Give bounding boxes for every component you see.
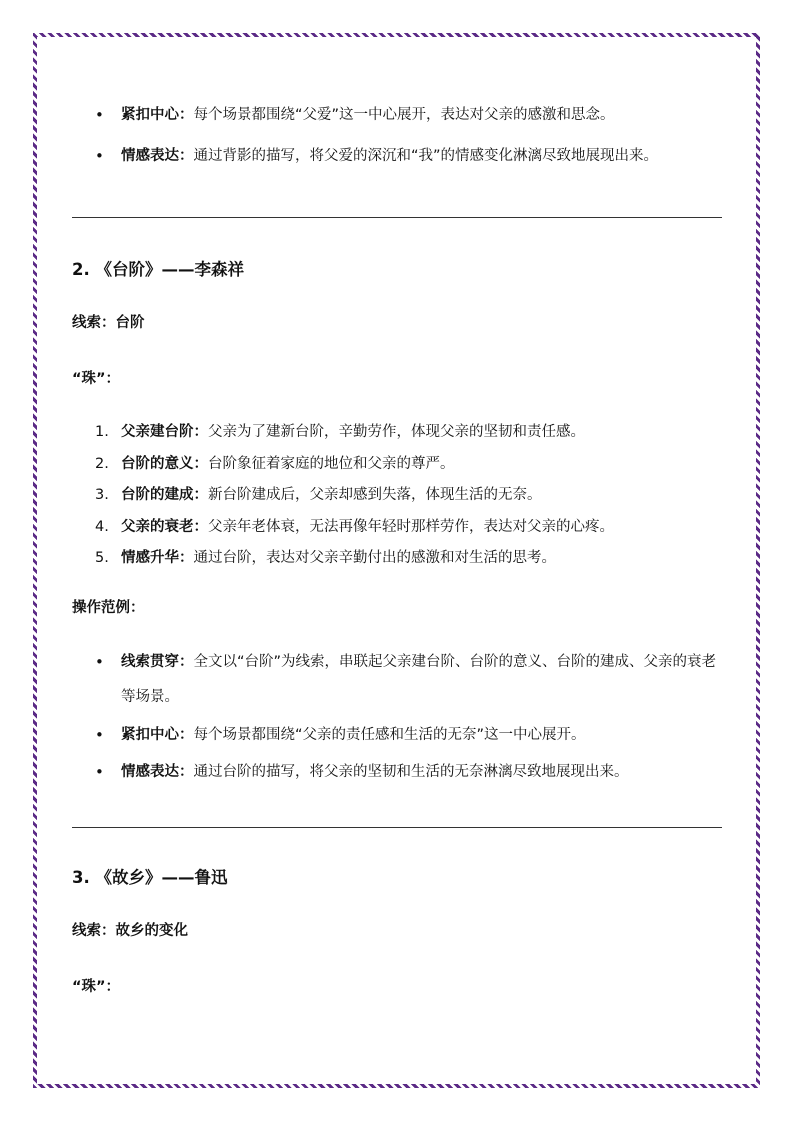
bullet-text: 通过背影的描写，将父爱的深沉和“我”的情感变化淋漓尽致地展现出来。 <box>193 148 659 164</box>
section-heading: 3. 《故乡》——鲁迅 <box>72 868 228 887</box>
clue-line <box>72 312 145 334</box>
clue-line <box>72 920 188 942</box>
item-text: 父亲年老体衰，无法再像年轻时那样劳作，表达对父亲的心疼。 <box>208 518 614 535</box>
list-item <box>72 480 722 512</box>
bullet-label: 情感表达 <box>121 148 179 164</box>
item-text: 新台阶建成后，父亲却感到失落，体现生活的无奈。 <box>208 487 542 503</box>
example-list <box>72 645 722 790</box>
pearl-label <box>72 976 120 998</box>
bullet-label: 紧扣中心 <box>121 107 179 123</box>
example-label-text: 操作范例： <box>72 600 145 616</box>
bullet-label: 线索贯穿 <box>121 654 179 670</box>
divider <box>72 217 722 218</box>
item-label: 台阶的建成 <box>121 487 194 503</box>
item-number: 5. <box>95 550 109 566</box>
bullet-text: 全文以“台阶”为线索，串联起父亲建台阶、台阶的意义、台阶的建成、父亲的衰老等场景。 <box>121 654 717 705</box>
item-sep: ： <box>193 424 208 440</box>
item-label: 情感升华 <box>121 550 179 566</box>
clue-value: 台阶 <box>115 315 145 331</box>
pearl-label <box>72 368 120 390</box>
clue-label: 线索： <box>72 315 116 331</box>
pearl-list <box>72 417 722 575</box>
pearl-label-text: “珠”： <box>72 371 121 387</box>
bullet-sep: ： <box>179 107 194 123</box>
item-label: 父亲的衰老 <box>121 518 194 535</box>
bullet-sep: ： <box>179 764 194 780</box>
item-number: 3. <box>95 487 109 503</box>
clue-value: 故乡的变化 <box>115 923 188 939</box>
list-item <box>72 755 722 790</box>
item-sep: ： <box>179 550 194 566</box>
item-text: 父亲为了建新台阶，辛勤劳作，体现父亲的坚韧和责任感。 <box>208 424 585 440</box>
list-item <box>72 543 722 575</box>
clue-label: 线索： <box>72 923 116 939</box>
item-number: 4. <box>95 518 109 535</box>
section-heading: 2. 《台阶》——李森祥 <box>72 260 244 279</box>
bullet-sep: ： <box>179 654 194 670</box>
list-item <box>72 417 722 449</box>
bullet-text: 通过台阶的描写，将父亲的坚韧和生活的无奈淋漓尽致地展现出来。 <box>193 764 629 780</box>
list-item <box>72 98 722 133</box>
list-item <box>72 449 722 481</box>
example-label <box>72 597 145 619</box>
bullet-sep: ： <box>179 148 194 164</box>
item-label: 父亲建台阶 <box>121 424 194 440</box>
item-text: 通过台阶，表达对父亲辛勤付出的感激和对生活的思考。 <box>193 550 556 566</box>
bullet-label: 紧扣中心 <box>121 727 179 743</box>
bullet-text: 每个场景都围绕“父爱”这一中心展开，表达对父亲的感激和思念。 <box>193 107 615 123</box>
pearl-label-text: “珠”： <box>72 979 121 995</box>
bullet-label: 情感表达 <box>121 764 179 780</box>
bullet-text: 每个场景都围绕“父亲的责任感和生活的无奈”这一中心展开。 <box>193 727 586 743</box>
item-number: 1. <box>95 424 109 440</box>
list-item <box>72 139 722 174</box>
item-sep: ： <box>193 487 208 503</box>
divider <box>72 827 722 828</box>
list-item <box>72 645 722 715</box>
list-item <box>72 718 722 753</box>
item-number: 2. <box>95 455 109 472</box>
item-sep: ： <box>193 455 208 472</box>
top-bullet-list <box>72 98 722 174</box>
bullet-sep: ： <box>179 727 194 743</box>
item-sep: ： <box>193 518 208 535</box>
item-label: 台阶的意义 <box>121 455 194 472</box>
list-item <box>72 512 722 544</box>
item-text: 台阶象征着家庭的地位和父亲的尊严。 <box>208 455 455 472</box>
